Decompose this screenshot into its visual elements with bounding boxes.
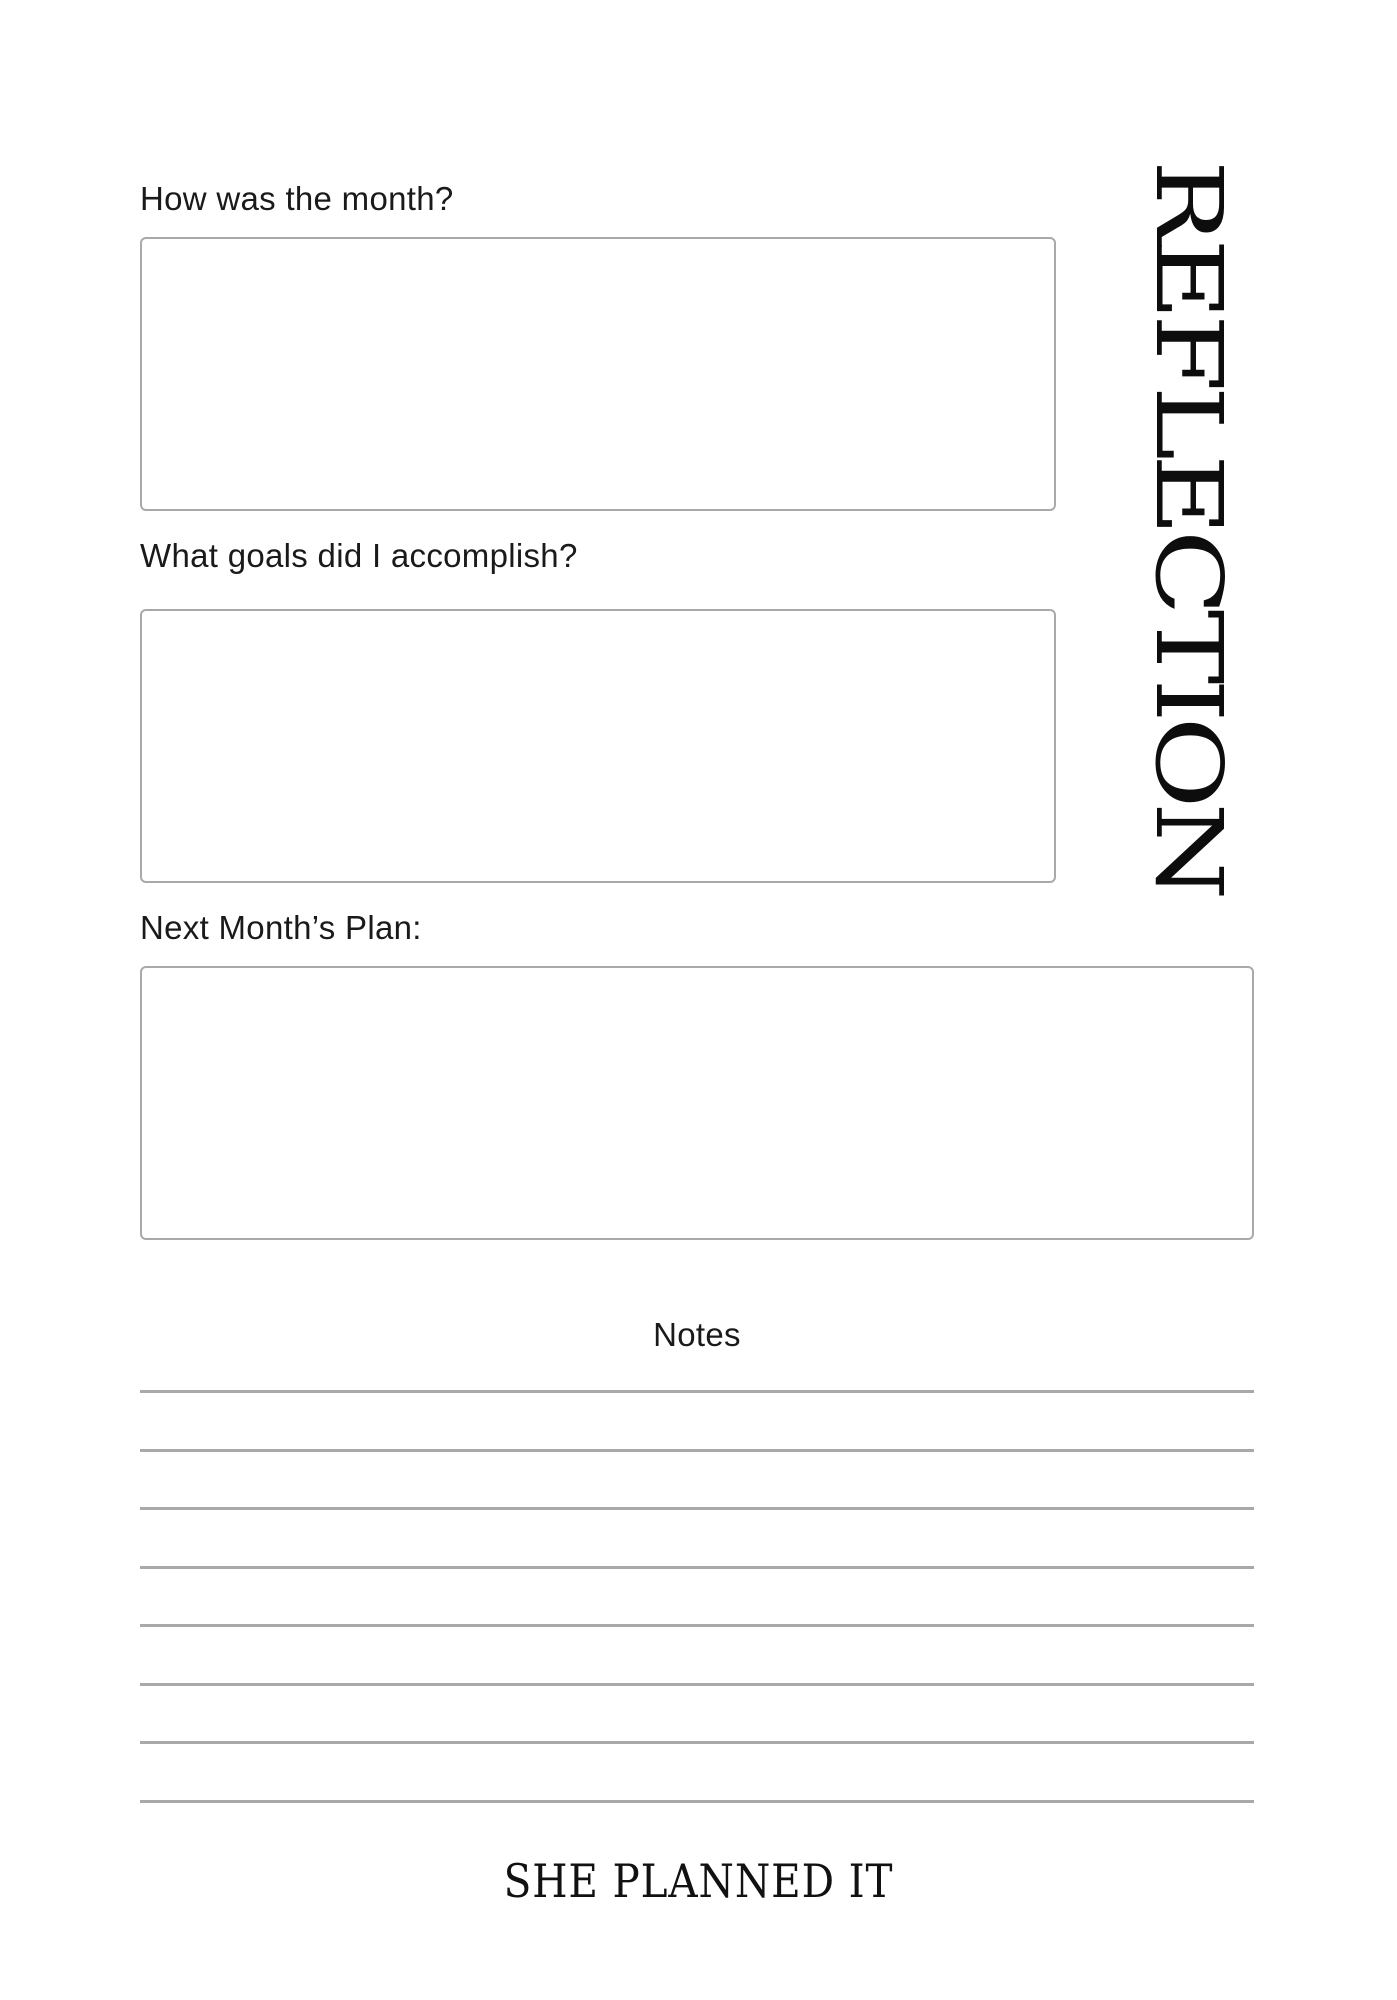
note-line[interactable] — [140, 1449, 1254, 1452]
page-title: REFLECTION — [1134, 160, 1242, 895]
next-month-plan-box[interactable] — [140, 966, 1254, 1240]
notes-title: Notes — [653, 1316, 741, 1353]
brand-logo: SHE PLANNED IT — [503, 1854, 894, 1908]
note-line[interactable] — [140, 1390, 1254, 1393]
note-line[interactable] — [140, 1800, 1254, 1803]
prompt-next-month-plan: Next Month’s Plan: — [140, 909, 422, 946]
prompt-goals-accomplished: What goals did I accomplish? — [140, 537, 578, 574]
note-line[interactable] — [140, 1683, 1254, 1686]
note-line[interactable] — [140, 1507, 1254, 1510]
note-line[interactable] — [140, 1741, 1254, 1744]
note-line[interactable] — [140, 1566, 1254, 1569]
prompt-how-was-month: How was the month? — [140, 180, 454, 217]
goals-accomplished-box[interactable] — [140, 609, 1056, 883]
note-line[interactable] — [140, 1624, 1254, 1627]
month-review-box[interactable] — [140, 237, 1056, 511]
